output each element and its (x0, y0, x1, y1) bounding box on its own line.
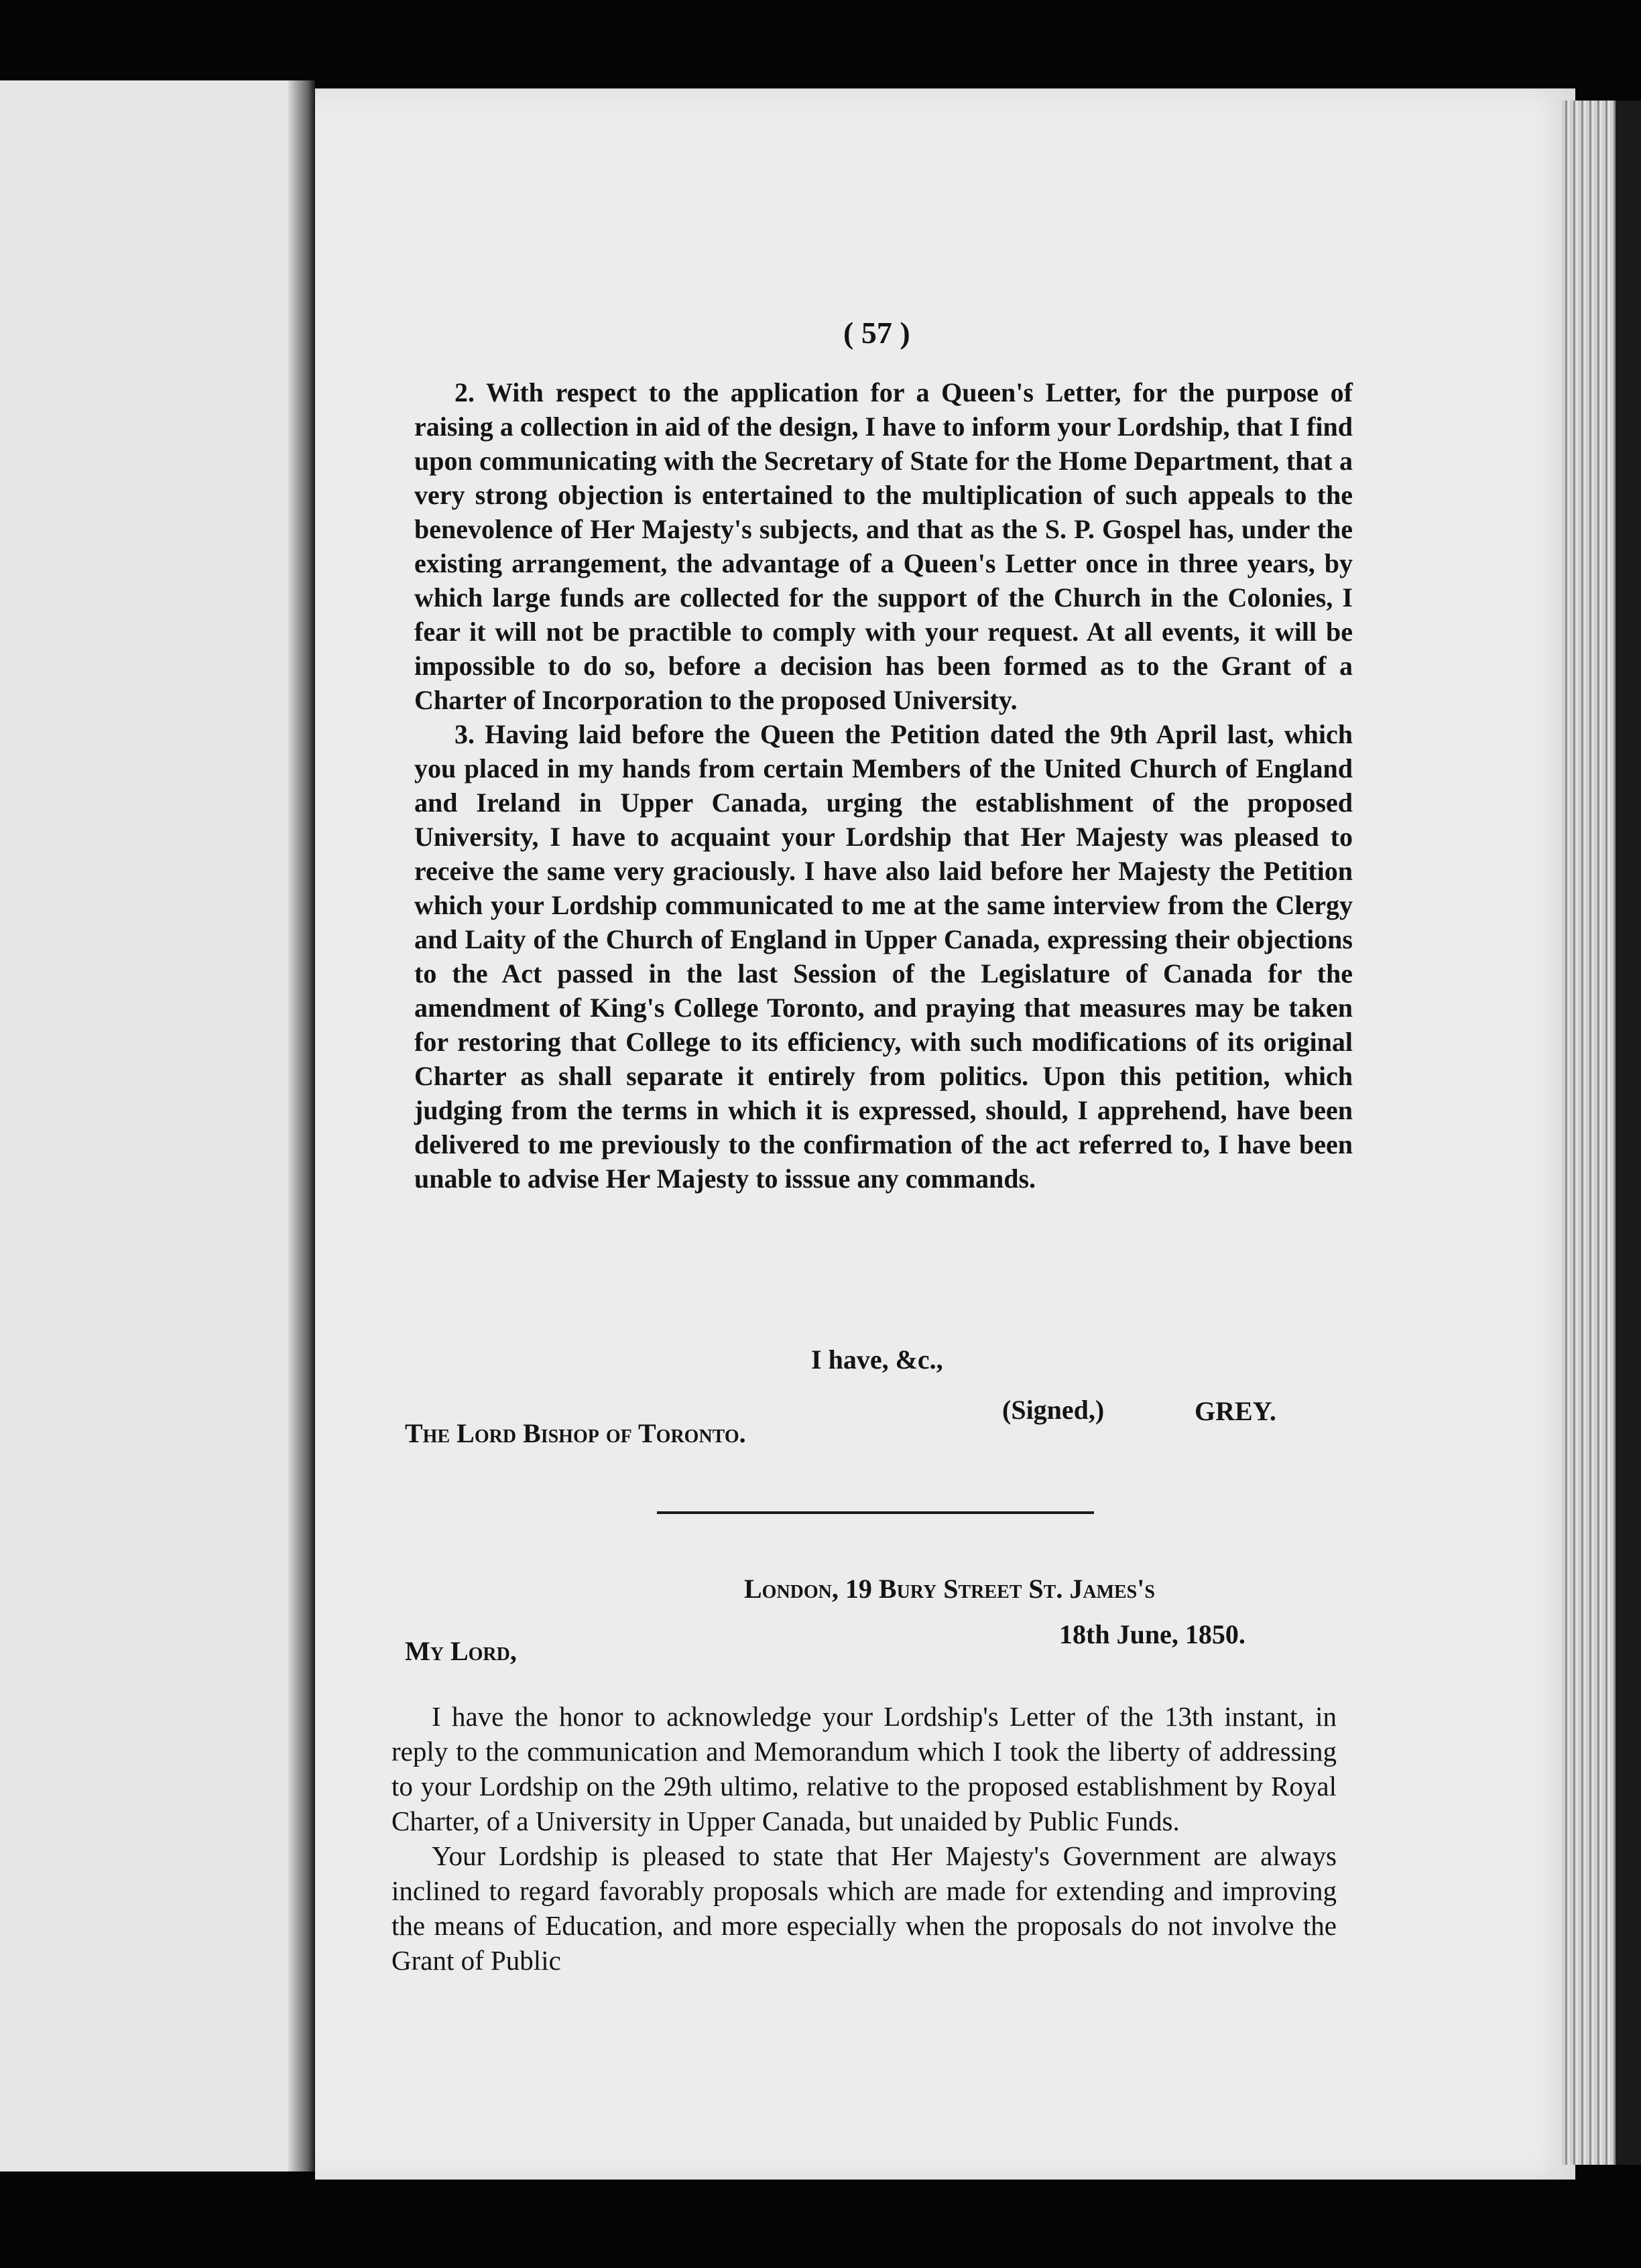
letter-date: 18th June, 1850. (1059, 1619, 1245, 1649)
salutation: My Lord, (405, 1636, 517, 1666)
page-edge-shadow (1616, 101, 1641, 2165)
paragraph-2: 2. With respect to the application for a Queen's Letter, for the purpose of raising a collection in aid of the design, I have to inform your Lordship, that I find upon communicating with the Secretary of State for the Home Department, that a very strong objection is entertained to the multiplication of such appeals to the benevolence of Her Majesty's subjects, and that as the S. P. Gospel has, under the existing arrangement, the advantage of a Queen's Letter once in three years, by which large funds are collected for the support of the Church in the Colonies, I fear it will not be practible to comply with your request. At all events, it will be impossible to do so, before a decision has been formed as to the Grant of a Charter of Incorporation to the proposed University. (414, 377, 1353, 715)
page-number: ( 57 ) (843, 316, 910, 350)
signed-label: (Signed,) (1002, 1395, 1105, 1425)
gutter-shadow (288, 80, 315, 2171)
left-page (0, 80, 310, 2171)
reply-paragraph-1: I have the honor to acknowledge your Lordship's Letter of the 13th instant, in reply to the communication and Memorandum which I took the liberty of addressing to your Lordship on the 29th ultimo, relative to the proposed establishment by Royal Charter, of a University in Upper Canada, but unaided by Public Funds. (391, 1701, 1337, 1836)
letter-grey-body (414, 375, 1353, 1196)
paragraph-3: 3. Having laid before the Queen the Petition dated the 9th April last, which you placed in my hands from certain Members of the United Church of England and Ireland in Upper Canada, urging the establishment of the proposed University, I have to acquaint your Lordship that Her Majesty was pleased to receive the same very graciously. I have also laid before her Majesty the Petition which your Lordship communicated to me at the same interview from the Clergy and Laity of the Church of England in Upper Canada, expressing their objections to the Act passed in the last Session of the Legislature of Canada for the amendment of King's College Toronto, and praying that measures may be taken for restoring that College to its efficiency, with such modifications of its original Charter as shall separate it entirely from politics. Upon this petition, which judging from the terms in which it is expressed, should, I apprehend, have been delivered to me previously to the confirmation of the act referred to, I have been unable to advise Her Majesty to isssue any commands. (414, 719, 1353, 1194)
letter-reply-body (391, 1699, 1337, 1978)
closing-formula: I have, &c., (811, 1344, 943, 1375)
letter-place: London, 19 Bury Street St. James's (744, 1574, 1155, 1604)
signature: GREY. (1195, 1396, 1276, 1426)
addressee: The Lord Bishop of Toronto. (405, 1418, 746, 1448)
section-divider (657, 1511, 1094, 1514)
reply-paragraph-2: Your Lordship is pleased to state that Her Majesty's Government are always inclined to regard favorably proposals which are made for extending and improving the means of Education, and more especially when the proposals do not involve the Grant of Public (391, 1840, 1337, 1976)
